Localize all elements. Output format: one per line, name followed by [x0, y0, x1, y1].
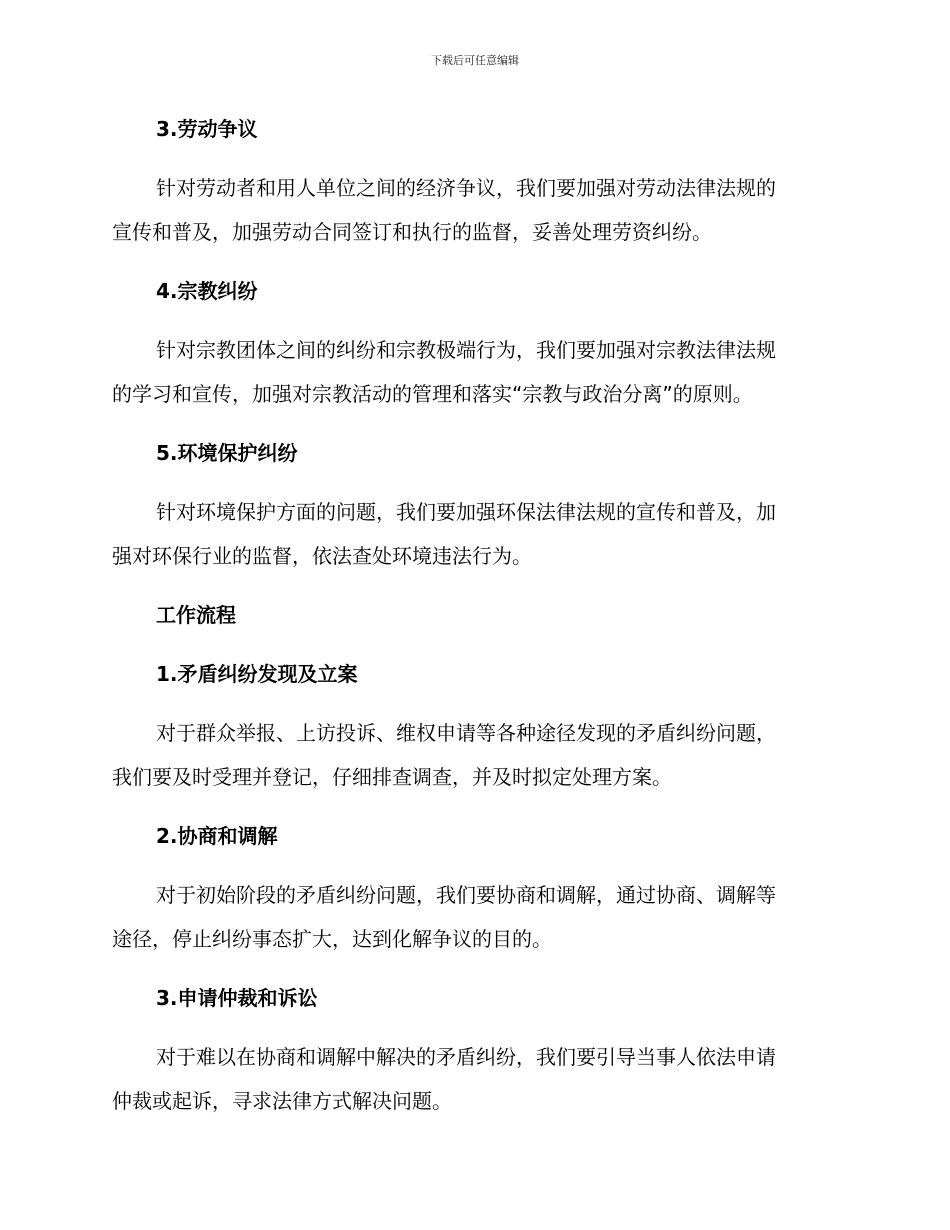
paragraph-line: 我们要及时受理并登记，仔细排查调查，并及时拟定处理方案。	[112, 765, 672, 789]
paragraph-line: 途径，停止纠纷事态扩大，达到化解争议的目的。	[112, 927, 552, 951]
section-heading: 3.劳动争议	[156, 117, 258, 141]
page-header-note: 下载后可任意编辑	[431, 54, 519, 67]
section-paragraph	[112, 873, 832, 961]
section-paragraph	[112, 166, 832, 254]
section-heading: 4.宗教纠纷	[156, 279, 258, 303]
paragraph-line: 宣传和普及，加强劳动合同签订和执行的监督，妥善处理劳资纠纷。	[112, 220, 712, 244]
section-heading: 2.协商和调解	[156, 824, 278, 848]
paragraph-line: 对于难以在协商和调解中解决的矛盾纠纷，我们要引导当事人依法申请	[156, 1045, 776, 1069]
section-heading: 1.矛盾纠纷发现及立案	[156, 662, 358, 686]
document-body	[112, 107, 832, 1138]
paragraph-line: 针对劳动者和用人单位之间的经济争议，我们要加强对劳动法律法规的	[156, 176, 776, 200]
section-arbitration-litigation	[112, 976, 832, 1123]
section-heading: 工作流程	[156, 603, 236, 627]
section-environment-dispute	[112, 431, 832, 578]
paragraph-line: 针对环境保护方面的问题，我们要加强环保法律法规的宣传和普及，加	[156, 500, 776, 524]
paragraph-line: 针对宗教团体之间的纠纷和宗教极端行为，我们要加强对宗教法律法规	[156, 338, 776, 362]
section-discovery-filing	[112, 652, 832, 799]
section-religious-dispute	[112, 269, 832, 416]
paragraph-line: 的学习和宣传，加强对宗教活动的管理和落实“宗教与政治分离”的原则。	[112, 382, 753, 406]
section-heading: 5.环境保护纠纷	[156, 441, 298, 465]
section-heading: 3.申请仲裁和诉讼	[156, 986, 318, 1010]
section-workflow	[112, 593, 832, 637]
section-paragraph	[112, 711, 832, 799]
paragraph-line: 仲裁或起诉，寻求法律方式解决问题。	[112, 1089, 452, 1113]
paragraph-line: 对于初始阶段的矛盾纠纷问题，我们要协商和调解，通过协商、调解等	[156, 883, 776, 907]
section-paragraph	[112, 1035, 832, 1123]
section-negotiation-mediation	[112, 814, 832, 961]
section-paragraph	[112, 328, 832, 416]
paragraph-line: 对于群众举报、上访投诉、维权申请等各种途径发现的矛盾纠纷问题，	[156, 721, 776, 745]
paragraph-line: 强对环保行业的监督，依法查处环境违法行为。	[112, 544, 532, 568]
section-labor-dispute	[112, 107, 832, 254]
section-paragraph	[112, 490, 832, 578]
